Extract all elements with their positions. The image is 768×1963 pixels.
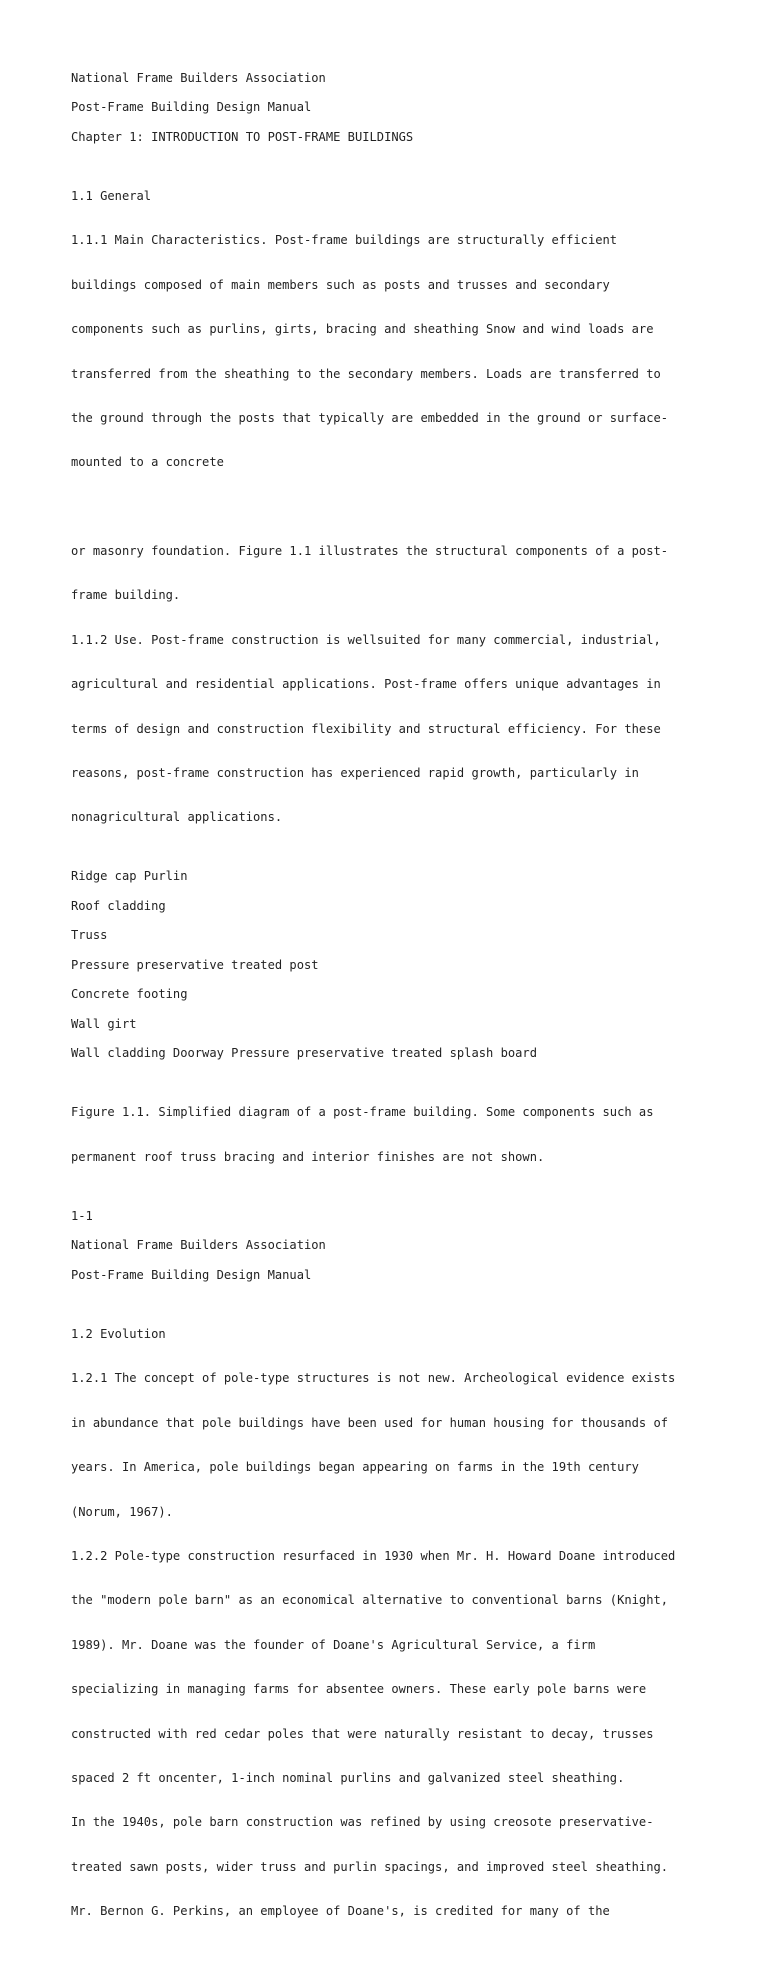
chapter-title: Chapter 1: INTRODUCTION TO POST-FRAME BUILDINGS — [71, 129, 414, 144]
text-line: the "modern pole barn" as an economical alternative to conventional barns (Knight, — [71, 1593, 669, 1608]
section-1-2-paragraph — [71, 1297, 751, 1948]
text-line: treated sawn posts, wider truss and purlin spacings, and improved steel sheathing. — [71, 1859, 669, 1874]
figure-label: Wall girt — [71, 1016, 137, 1031]
text-line: specializing in managing farms for absentee owners. These early pole barns were — [71, 1682, 647, 1697]
page-number: 1-1 — [71, 1208, 93, 1223]
text-line: reasons, post-frame construction has experienced rapid growth, particularly in — [71, 766, 639, 781]
text-line: frame building. — [71, 588, 181, 603]
document-page — [71, 71, 751, 1963]
text-line: in abundance that pole buildings have been used for human housing for thousands of — [71, 1415, 669, 1430]
text-line: 1.2.1 The concept of pole-type structures is not new. Archeological evidence exists — [71, 1371, 676, 1386]
text-line: 1989). Mr. Doane was the founder of Doane's Agricultural Service, a firm — [71, 1637, 596, 1652]
figure-label: Ridge cap Purlin — [71, 869, 188, 884]
figure-label: Pressure preservative treated post — [71, 957, 319, 972]
org-heading: National Frame Builders Association — [71, 71, 326, 85]
text-line: or masonry foundation. Figure 1.1 illustrates the structural components of a post- — [71, 544, 669, 559]
section-1-1-paragraph — [71, 159, 751, 499]
text-line: constructed with red cedar poles that were naturally resistant to decay, trusses — [71, 1726, 654, 1741]
text-line: mounted to a concrete — [71, 455, 224, 470]
text-line: components such as purlins, girts, bracing and sheathing Snow and wind loads are — [71, 322, 654, 337]
text-line: spaced 2 ft oncenter, 1-inch nominal purlins and galvanized steel sheathing. — [71, 1770, 625, 1785]
text-line: the ground through the posts that typically are embedded in the ground or surface- — [71, 411, 669, 425]
text-line: permanent roof truss bracing and interior finishes are not shown. — [71, 1149, 545, 1164]
text-line: 1.2.2 Pole-type construction resurfaced in 1930 when Mr. H. Howard Doane introduced — [71, 1548, 676, 1563]
text-line: years. In America, pole buildings began appearing on farms in the 19th century — [71, 1460, 639, 1475]
text-line: 1.2 Evolution — [71, 1326, 166, 1341]
manual-title: Post-Frame Building Design Manual — [71, 1267, 312, 1282]
section-1-1-continued-paragraph — [71, 514, 751, 854]
figure-label: Roof cladding — [71, 898, 166, 913]
text-line: terms of design and construction flexibility and structural efficiency. For these — [71, 721, 661, 736]
text-line: (Norum, 1967). — [71, 1504, 173, 1519]
org-heading: National Frame Builders Association — [71, 1238, 326, 1253]
manual-title: Post-Frame Building Design Manual — [71, 100, 312, 115]
figure-label: Truss — [71, 928, 108, 943]
text-line: nonagricultural applications. — [71, 810, 283, 825]
text-line: In the 1940s, pole barn construction was refined by using creosote preservative- — [71, 1815, 654, 1830]
text-line: Figure 1.1. Simplified diagram of a post-frame building. Some components such as — [71, 1105, 654, 1120]
text-line: agricultural and residential applications. Post-frame offers unique advantages in — [71, 677, 661, 692]
text-line: transferred from the sheathing to the secondary members. Loads are transferred to — [71, 366, 661, 381]
figure-caption — [71, 1076, 751, 1194]
text-line: Mr. Bernon G. Perkins, an employee of Doane's, is credited for many of the — [71, 1904, 610, 1919]
text-line: 1.1.1 Main Characteristics. Post-frame buildings are structurally efficient — [71, 233, 618, 248]
figure-label: Wall cladding Doorway Pressure preservative treated splash board — [71, 1046, 537, 1061]
text-line: buildings composed of main members such as posts and trusses and secondary — [71, 277, 610, 292]
text-line: 1.1 General — [71, 189, 152, 204]
figure-label: Concrete footing — [71, 987, 188, 1002]
text-line: 1.1.2 Use. Post-frame construction is wellsuited for many commercial, industrial, — [71, 632, 661, 647]
